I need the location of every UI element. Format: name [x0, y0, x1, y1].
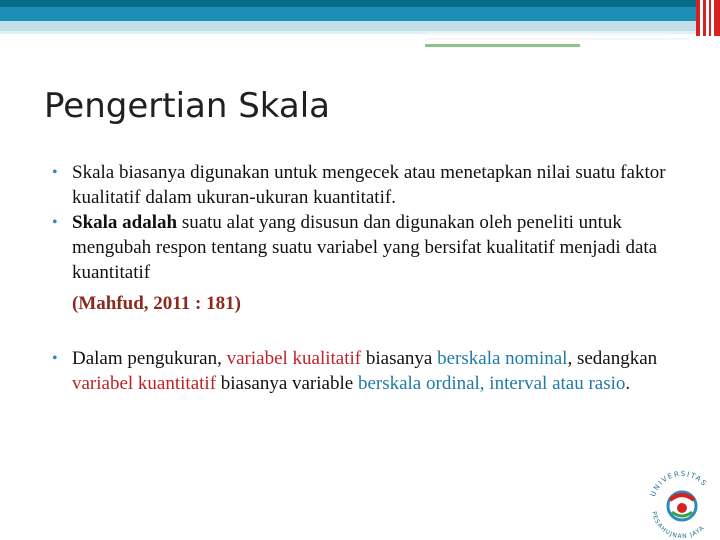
header-accent-line [425, 38, 690, 40]
bullet-item [52, 160, 692, 210]
slide-title: Pengertian Skala [44, 86, 330, 126]
header-band-light [0, 21, 696, 31]
highlight-red: variabel kuantitatif [72, 373, 217, 394]
bullet-dot-icon: • [52, 164, 58, 181]
header-green-line [425, 44, 580, 47]
bullet-text: biasanya variable [216, 373, 358, 394]
bullet-text: suatu alat yang disusun dan digunakan oleh peneliti untuk mengubah respon tentang suatu variabel yang bersifat kualitatif menjadi data kuantitatif [72, 212, 658, 283]
header-band-blue [0, 7, 696, 21]
logo-text-top: UNIVERSITAS [649, 469, 709, 498]
header-red-stripe [696, 0, 700, 36]
highlight-blue: berskala nominal [437, 348, 568, 369]
bullet-dot-icon: • [52, 214, 58, 231]
bullet-item [52, 210, 692, 316]
bullet-text: Dalam pengukuran, [72, 348, 227, 369]
header-band-dark [0, 0, 696, 7]
slide-body [52, 160, 692, 396]
bullet-text: . [625, 373, 631, 394]
bullet-dot-icon: • [52, 350, 58, 367]
logo-text-bottom: PESAHUJNAN JAYA [650, 510, 707, 540]
university-logo-icon [640, 460, 720, 540]
decorative-header-bar [0, 0, 720, 36]
header-red-stripe [709, 0, 711, 36]
bullet-bold-text: Skala adalah [72, 212, 178, 233]
bullet-item [52, 346, 692, 396]
header-red-stripe [703, 0, 706, 36]
bullet-text: Skala biasanya digunakan untuk mengecek atau menetapkan nilai suatu faktor kualitatif dalam ukuran-ukuran kuantitatif. [72, 162, 666, 208]
highlight-red: variabel kualitatif [226, 348, 362, 369]
citation: (Mahfud, 2011 : 181) [72, 293, 241, 314]
header-accent-line [425, 33, 670, 35]
bullet-text: , sedangkan [567, 348, 658, 369]
highlight-blue: berskala ordinal, interval atau rasio [357, 373, 626, 394]
bullet-text: biasanya [361, 348, 438, 369]
header-red-stripe [714, 0, 720, 36]
